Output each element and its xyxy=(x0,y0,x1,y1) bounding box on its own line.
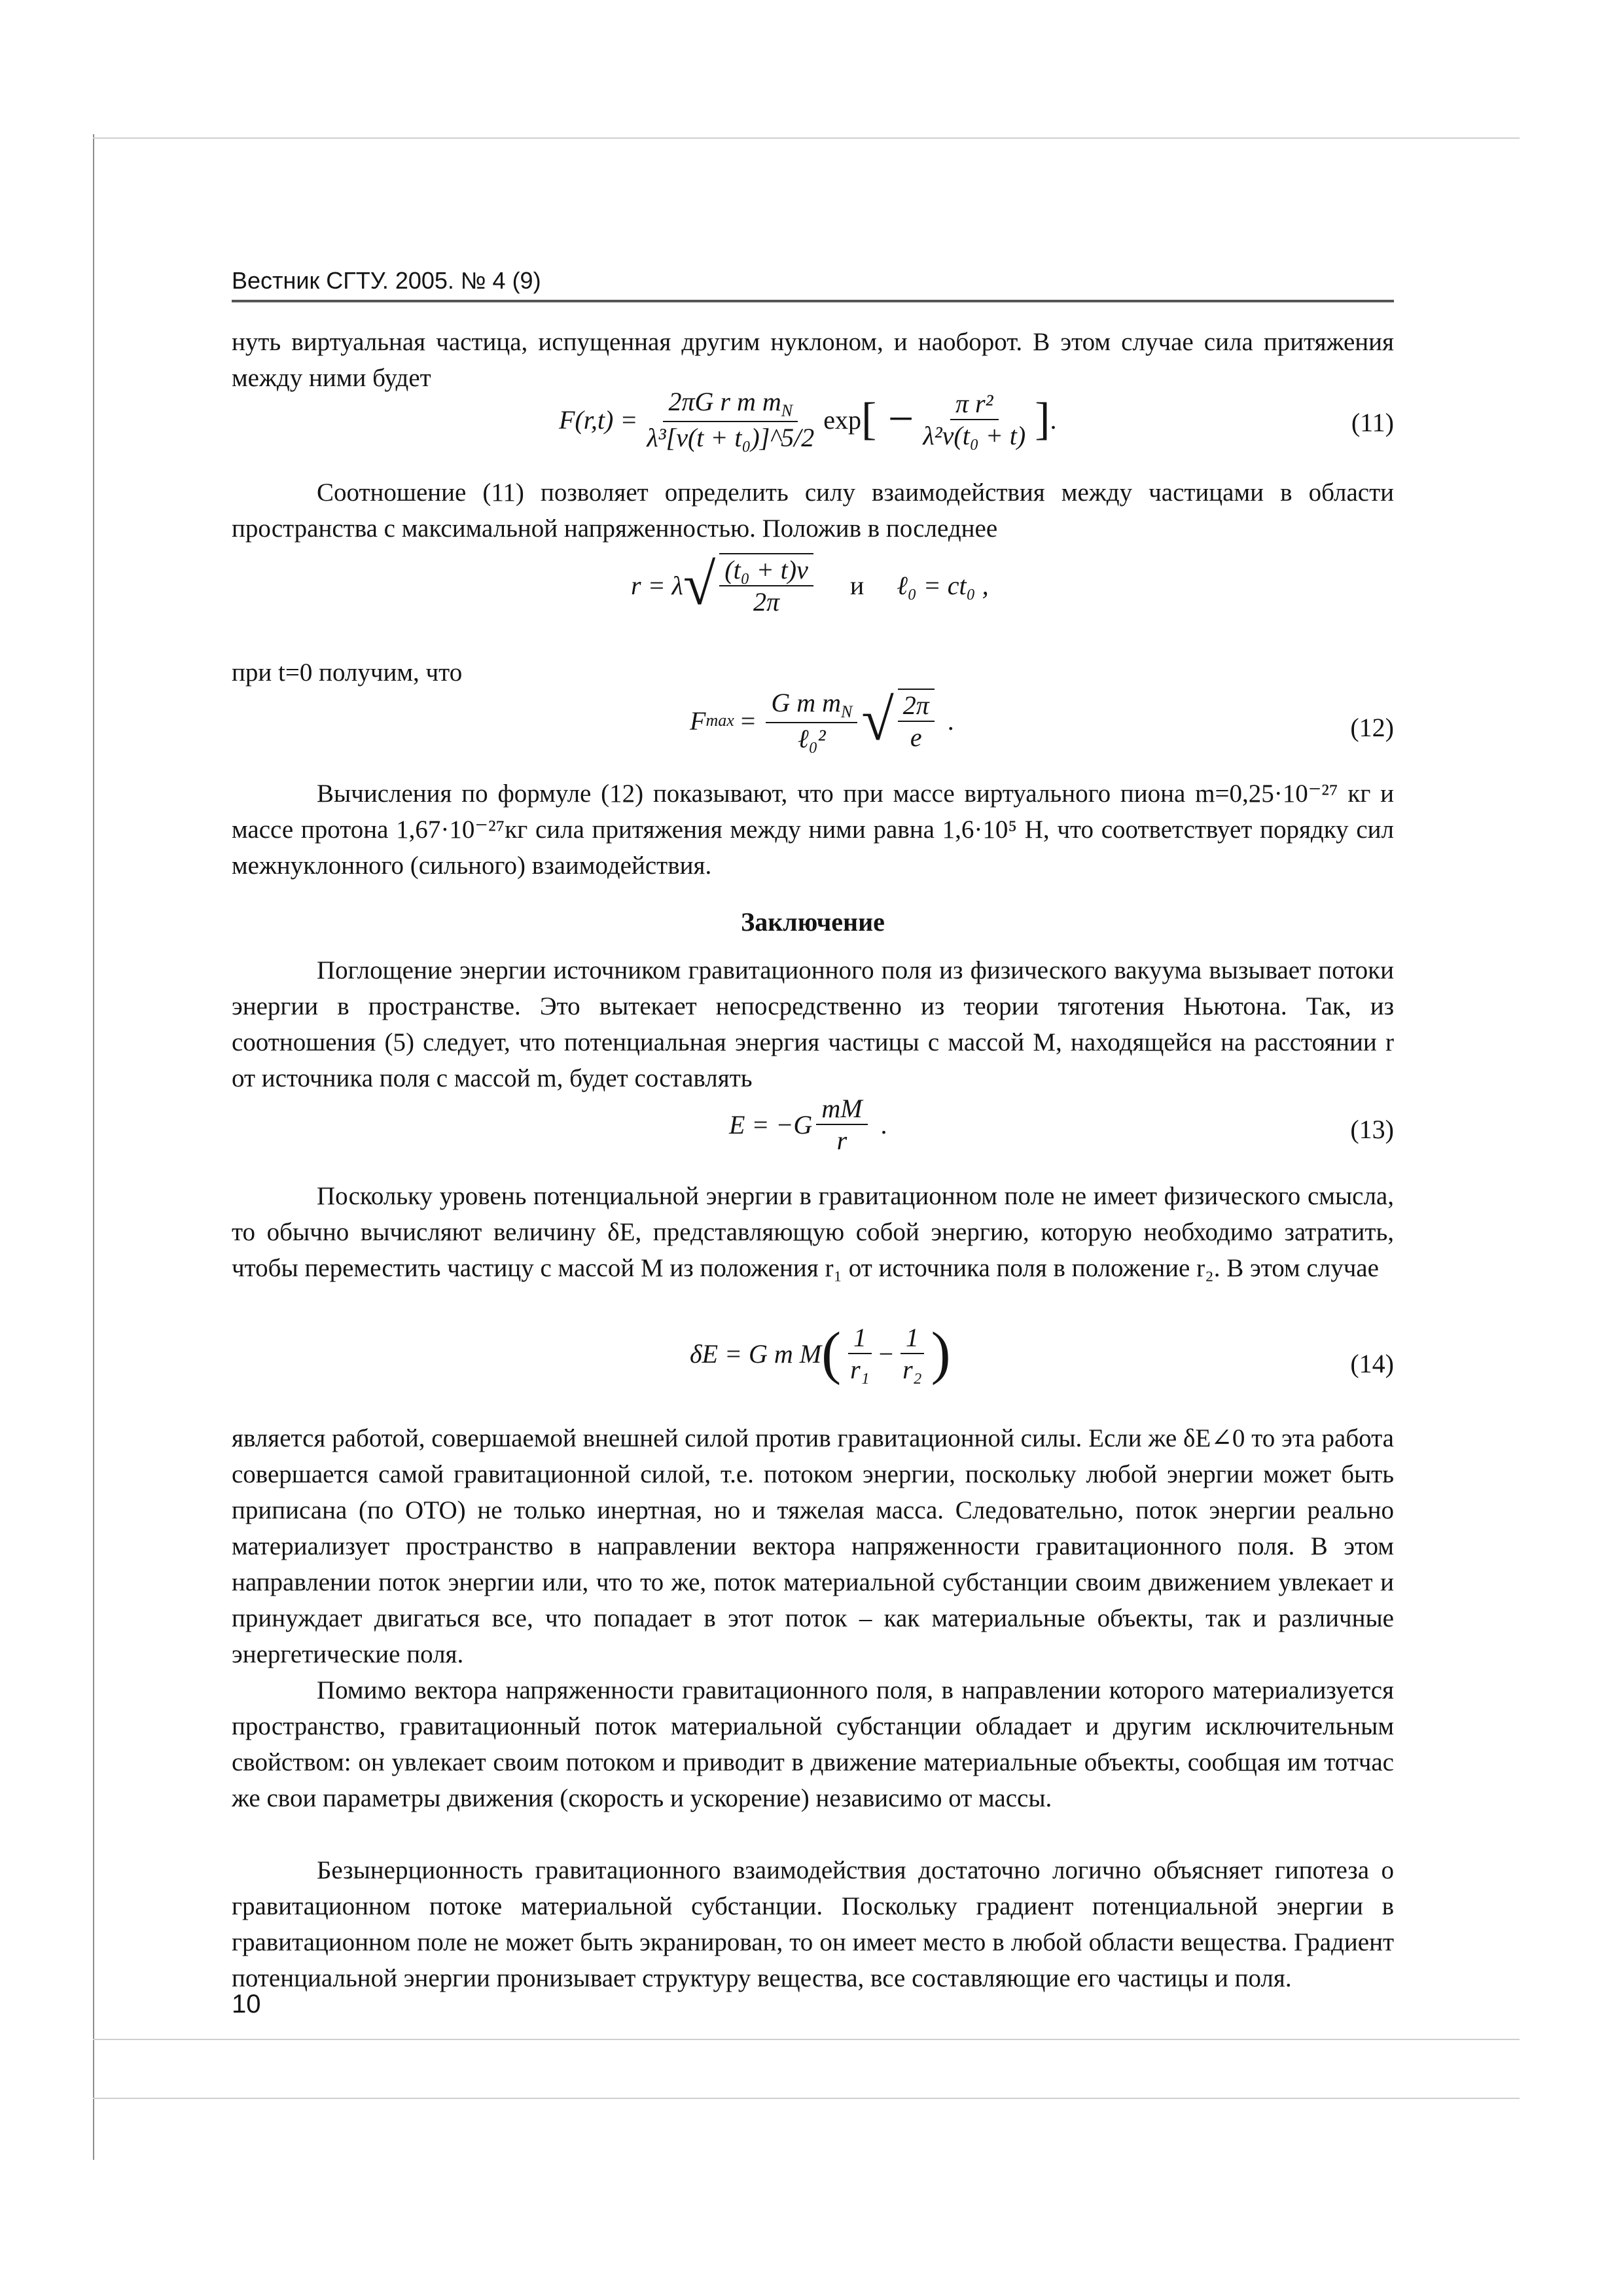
eq11-inner-denominator: λ²v(t₀ + t) xyxy=(923,421,1026,450)
eq12-root-denominator: e xyxy=(910,723,922,752)
eq-r-numerator: (t₀ + t)ν xyxy=(719,554,813,586)
paragraph-3: при t=0 получим, что xyxy=(232,658,463,687)
eq11-exp: exp xyxy=(823,404,862,435)
eq12-fraction xyxy=(766,687,857,754)
section-title: Заключение xyxy=(741,907,885,937)
eq-r-rhs: ℓ₀ = ct₀ , xyxy=(897,570,989,600)
journal-header: Вестник СГТУ. 2005. № 4 (9) xyxy=(232,267,1394,302)
paragraph-7: является работой, совершаемой внешней силой против гравитационной силы. Если же δE∠0 то эта работа совершается самой гравитационной силой, т.е. потоком энергии, поскольку любой энергии может быть приписана (по ОТО) не только инертная, но и тяжелая масса. Следовательно, поток энергии реально материализует пространство в направлении вектора напряженности гравитационного поля. В этом направлении поток энергии или, что то же, поток материальной субстанции своим движением увлекает и принуждает двигаться все, что попадает в этот поток – как материальные объекты, так и различные энергетические поля. xyxy=(232,1424,1394,1668)
eq13-fraction xyxy=(816,1093,867,1156)
eq11-numerator: 2πG r m m xyxy=(668,387,781,416)
equation-11: F(r,t) = $\frac{2\pi G r m m_N}{\text{λ³[v(t + t₀)]\textasciicircum{}5/2}}$ exp [ − $\frac{\text{π r²}}{\text{λ²v(t₀ + t)}}$ ] . (11) xyxy=(559,387,1394,452)
paragraph-8: Помимо вектора напряженности гравитационного поля, в направлении которого материализуется пространство, гравитационный поток материальной субстанции обладает и другим исключительным свойством: он увлекает своим потоком и приводит в движение материальные объекты, сообщая им тотчас же свои параметры движения (скорость и ускорение) независимо от массы. xyxy=(232,1676,1394,1812)
eq14-fraction-a xyxy=(845,1322,874,1385)
bottom-rule-1 xyxy=(93,2039,1520,2040)
eq12-denominator: ℓ₀² xyxy=(798,724,826,753)
eq11-denominator: λ³[v(t + t₀)]^5/2 xyxy=(647,423,815,452)
eq12-lhs: F xyxy=(690,706,706,736)
eq-r-and: и xyxy=(849,570,865,600)
equation-13: E = −G $\frac{mM}{r}$ . (13) xyxy=(729,1094,1394,1155)
paragraph-1: нуть виртуальная частица, испущенная другим нуклоном, и наоборот. В этом случае сила притяжения между ними будет xyxy=(232,328,1394,392)
paragraph-5: Поглощение энергии источником гравитационного поля из физического вакуума вызывает потоки энергии в пространстве. Это вытекает непосредственно из теории тяготения Ньютона. Так, из соотношения (5) следует, что потенциальная энергия частицы с массой М, находящейся на расстоянии r от источника поля с массой m, будет составлять xyxy=(232,956,1394,1092)
eq14-number: (14) xyxy=(1350,1349,1394,1378)
eq11-fraction xyxy=(641,386,819,453)
eq13-denominator: r xyxy=(836,1126,847,1155)
equation-14: δE = G m M ( $\frac{1}{\text{r₁}}$ − $\frac{1}{\text{r₂}}$ ) (14) xyxy=(690,1321,1394,1386)
eq11-num-sub: N xyxy=(781,401,793,420)
eq14-fraction-b xyxy=(897,1322,927,1385)
paragraph-6: Поскольку уровень потенциальной энергии в гравитационном поле не имеет физического смысла, то обычно вычисляют величину δE, представляющую собой энергию, которую необходимо затратить, чтобы переместить частицу с массой M из положения r₁ от источника поля в положение r₂. В этом случае xyxy=(232,1182,1394,1282)
paragraph-4: Вычисления по формуле (12) показывают, что при массе виртуального пиона m=0,25·10⁻²⁷ кг и массе протона 1,67·10⁻²⁷кг сила притяжения между ними равна 1,6·10⁵ Н, что соответствует порядку сил межнуклонного (сильного) взаимодействия. xyxy=(232,780,1394,880)
eq14-a-numerator: 1 xyxy=(848,1322,872,1354)
eq-r-fraction xyxy=(719,553,813,617)
eq14-b-denominator: r₂ xyxy=(902,1355,922,1384)
eq-r-lhs: r = λ xyxy=(631,570,683,600)
paragraph-9: Безынерционность гравитационного взаимодействия достаточно логично объясняет гипотеза о гравитационном потоке материальной субстанции. Поскольку градиент потенциальной энергии в гравитационном поле не может быть экранирован, то он имеет место в любой области вещества. Градиент потенциальной энергии пронизывает структуру вещества, все составляющие его частицы и поля. xyxy=(232,1856,1394,1992)
eq14-lhs: δE = G m M xyxy=(690,1338,822,1369)
eq12-root-fraction xyxy=(898,689,935,753)
equation-12: F max = $\frac{G m m_N}{\text{ℓ₀²}}$ √ $\frac{2\pi}{e}$ . (12) xyxy=(690,688,1394,753)
eq13-number: (13) xyxy=(1350,1115,1394,1144)
bottom-rule-2 xyxy=(93,2098,1520,2099)
eq12-num-sub: N xyxy=(841,702,853,721)
eq12-numerator: G m m xyxy=(771,688,841,717)
eq14-b-numerator: 1 xyxy=(901,1322,924,1354)
eq11-inner-fraction xyxy=(918,388,1031,451)
eq11-number: (11) xyxy=(1351,408,1394,437)
equation-r: r = λ √ $\frac{\text{(t₀ + t)ν}}{2\pi}$ и ℓ₀ = ct₀ , xyxy=(631,552,989,617)
eq11-lhs: F(r,t) = xyxy=(559,404,638,435)
eq11-inner-numerator: π r² xyxy=(950,388,999,420)
eq13-lhs: E = −G xyxy=(729,1109,813,1139)
eq14-a-denominator: r₁ xyxy=(850,1355,870,1384)
paragraph-2: Соотношение (11) позволяет определить силу взаимодействия между частицами в области пространства с максимальной напряженностью. Положив в последнее xyxy=(232,478,1394,543)
eq13-numerator: mM xyxy=(816,1093,867,1125)
page-number: 10 xyxy=(232,1990,261,2018)
eq12-root-numerator: 2π xyxy=(898,690,935,722)
left-margin-rule xyxy=(93,134,94,2160)
eq12-number: (12) xyxy=(1350,713,1394,742)
top-rule xyxy=(93,137,1520,139)
eq-r-denominator: 2π xyxy=(753,587,780,617)
eq12-lhs-sub: max xyxy=(705,711,734,730)
